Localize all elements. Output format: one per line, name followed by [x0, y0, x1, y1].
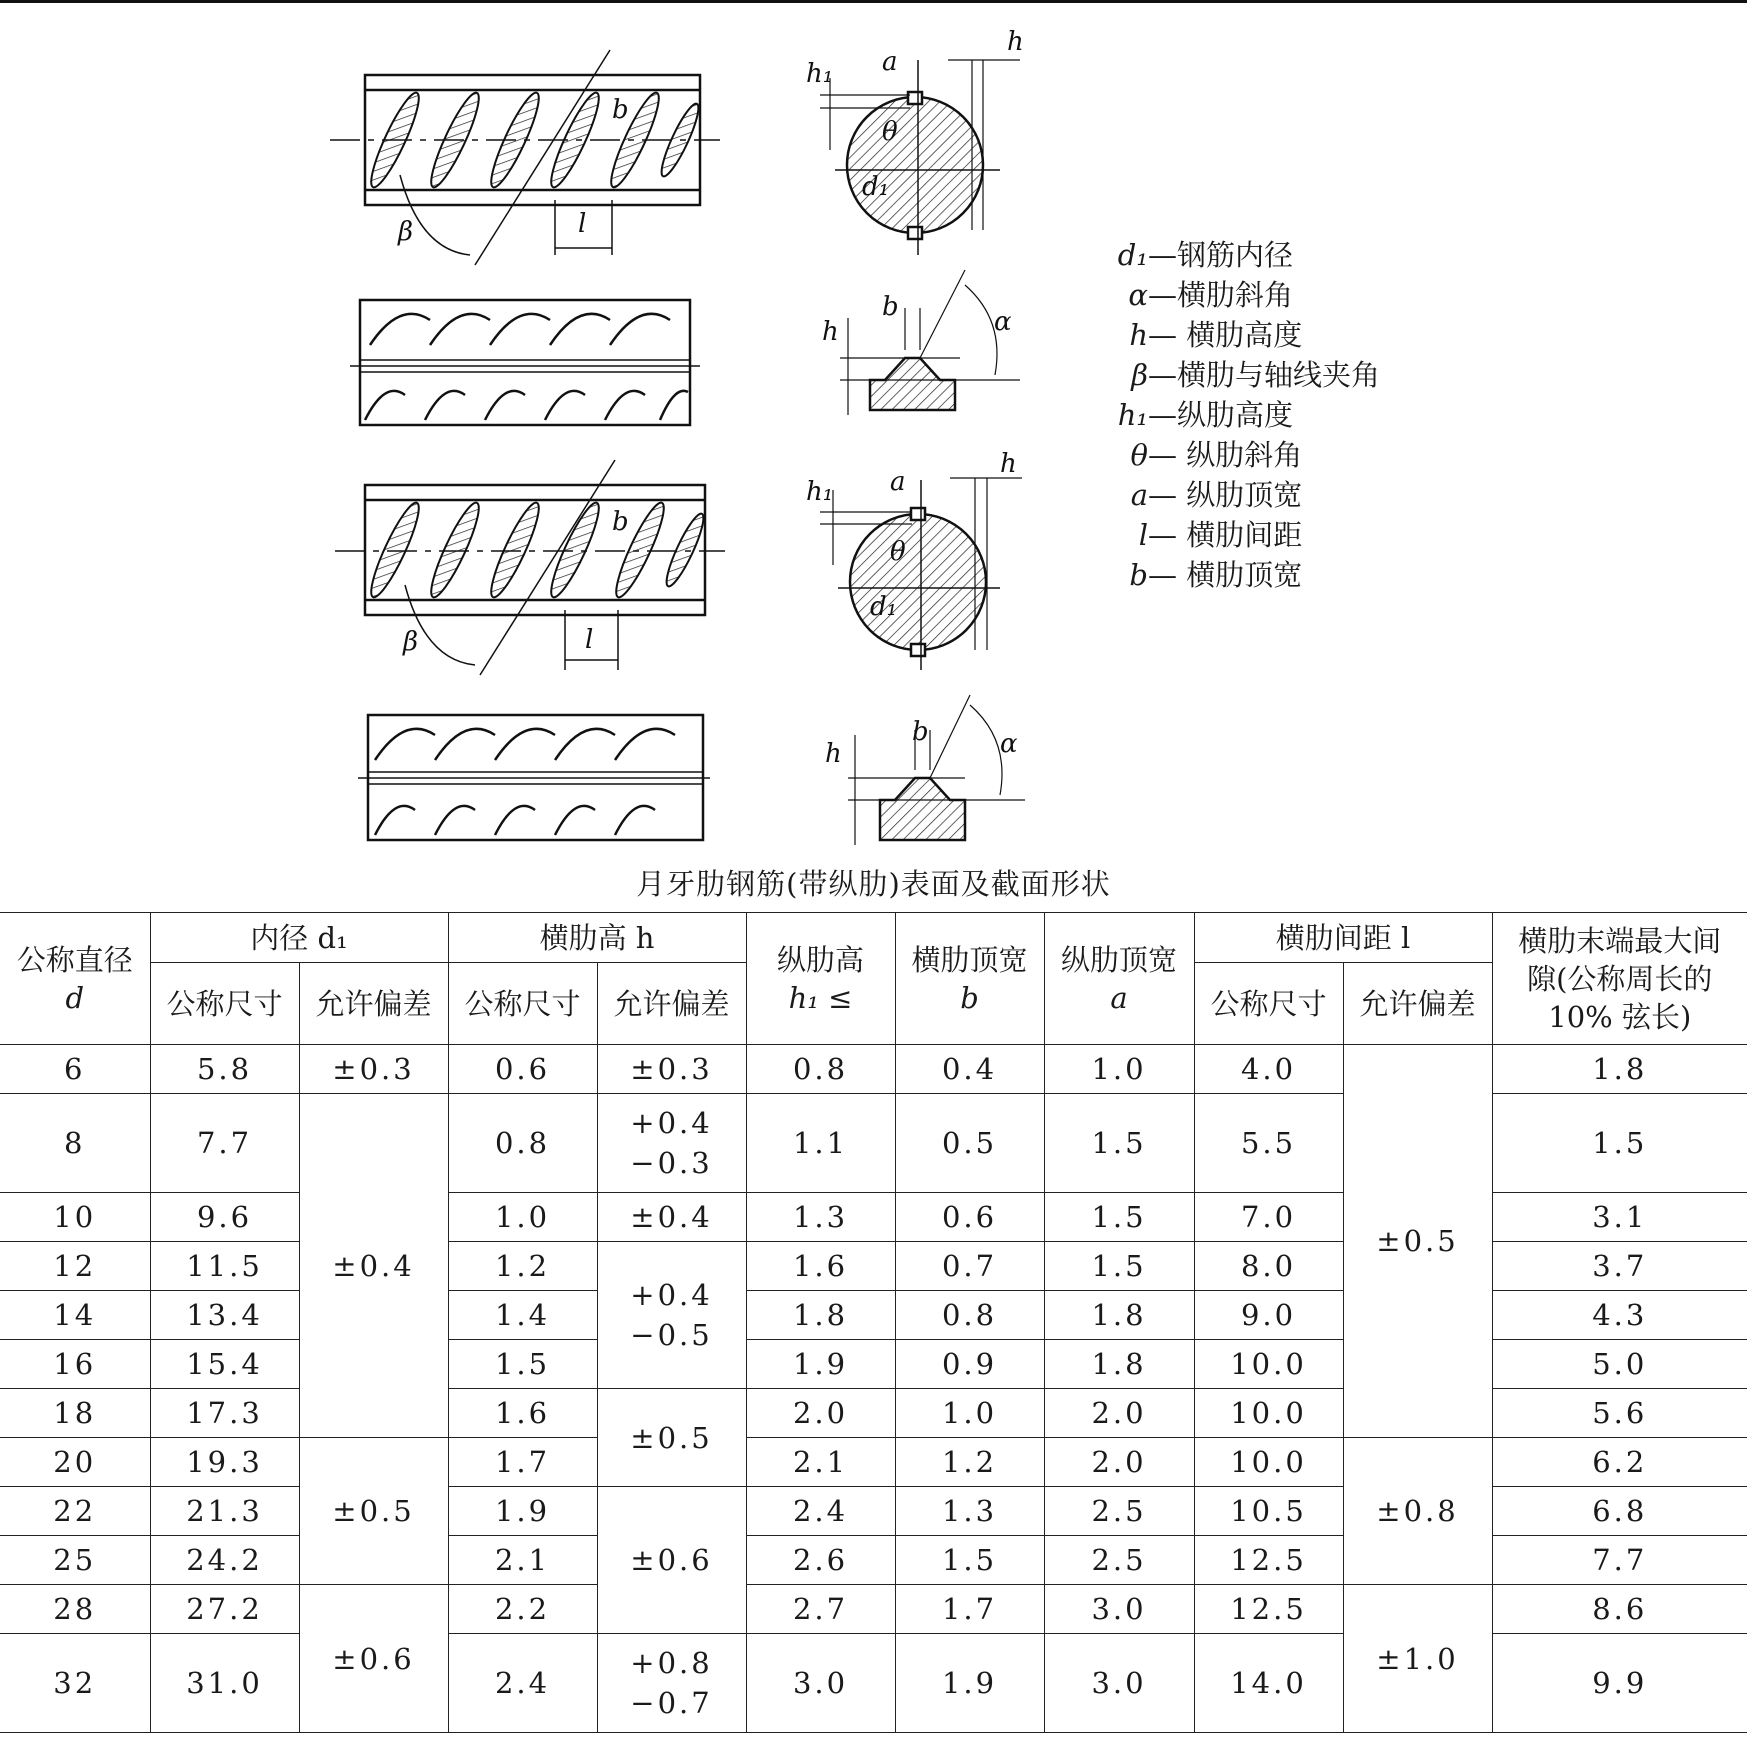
cell-h: 1.2 [448, 1242, 597, 1291]
legend-text: —横肋与轴线夹角 [1148, 358, 1381, 392]
legend-text: —钢筋内径 [1148, 238, 1294, 272]
cell-l-tolerance: ±0.8 [1343, 1438, 1492, 1585]
rebar-drawings [0, 0, 1080, 860]
cell-d1: 27.2 [150, 1585, 299, 1634]
cell-h1: 0.8 [746, 1045, 895, 1094]
cell-a: 1.8 [1044, 1291, 1194, 1340]
cell-d1: 21.3 [150, 1487, 299, 1536]
cell-a: 1.5 [1044, 1242, 1194, 1291]
cell-h1: 1.6 [746, 1242, 895, 1291]
cell-d1: 11.5 [150, 1242, 299, 1291]
cell-d: 10 [0, 1193, 150, 1242]
cell-d1: 24.2 [150, 1536, 299, 1585]
label-beta-1: β [398, 217, 414, 247]
cell-h1: 1.9 [746, 1340, 895, 1389]
cell-gap: 5.6 [1492, 1389, 1747, 1438]
cell-gap: 1.8 [1492, 1045, 1747, 1094]
label-alpha-2: α [1000, 729, 1018, 759]
cell-d: 28 [0, 1585, 150, 1634]
cell-d1: 9.6 [150, 1193, 299, 1242]
cell-b: 1.0 [895, 1389, 1044, 1438]
cell-h: 2.1 [448, 1536, 597, 1585]
cell-text: 纵肋高 [777, 942, 865, 977]
cell-gap: 3.1 [1492, 1193, 1747, 1242]
cell-d: 8 [0, 1094, 150, 1193]
cell-d1: 31.0 [150, 1634, 299, 1733]
legend-symbol: h₁ [1117, 398, 1148, 432]
cell-a: 3.0 [1044, 1585, 1194, 1634]
rib-profile-1 [840, 270, 1020, 415]
cell-text: +0.4 [630, 1106, 713, 1140]
cell-d: 20 [0, 1438, 150, 1487]
cell-l: 12.5 [1194, 1536, 1343, 1585]
rebar-figure [0, 0, 1747, 870]
cell-b: 0.6 [895, 1193, 1044, 1242]
legend-item [1090, 355, 1380, 395]
cell-h-tolerance: ±0.5 [597, 1389, 746, 1487]
label-theta-1: θ [882, 117, 898, 147]
cell-gap: 5.0 [1492, 1340, 1747, 1389]
cell-a: 1.5 [1044, 1193, 1194, 1242]
legend-symbol: d₁ [1117, 238, 1148, 272]
cell-d: 12 [0, 1242, 150, 1291]
bar-render-view-1 [350, 300, 700, 425]
cell-d: 14 [0, 1291, 150, 1340]
legend-item [1090, 555, 1380, 595]
cell-b: 0.7 [895, 1242, 1044, 1291]
label-alpha-1: α [994, 307, 1012, 337]
header-long-rib-top-width [1044, 913, 1194, 1045]
bar-render-view-2 [358, 715, 710, 840]
cell-a: 3.0 [1044, 1634, 1194, 1733]
label-b-4: b [912, 717, 929, 747]
label-h1-2: h₁ [806, 477, 834, 507]
cell-d1: 19.3 [150, 1438, 299, 1487]
label-h-3: h [1000, 449, 1017, 479]
cell-text: h₁ ≤ [788, 980, 853, 1015]
cell-b: 0.4 [895, 1045, 1044, 1094]
header-nominal-diameter [0, 913, 150, 1045]
cell-d: 16 [0, 1340, 150, 1389]
cell-d1-tolerance: ±0.3 [299, 1045, 448, 1094]
cell-b: 0.5 [895, 1094, 1044, 1193]
cell-gap: 6.2 [1492, 1438, 1747, 1487]
cell-text: +0.4 [630, 1278, 713, 1312]
cell-d1-tolerance: ±0.4 [299, 1094, 448, 1438]
cell-a: 2.0 [1044, 1438, 1194, 1487]
header-h-nominal: 公称尺寸 [448, 963, 597, 1045]
cell-h1: 2.4 [746, 1487, 895, 1536]
header-h-tolerance: 允许偏差 [597, 963, 746, 1045]
cell-l: 14.0 [1194, 1634, 1343, 1733]
header-l-tolerance: 允许偏差 [1343, 963, 1492, 1045]
cell-h1: 2.6 [746, 1536, 895, 1585]
header-cross-rib-spacing: 横肋间距 l [1194, 913, 1492, 963]
legend-symbol: a [1130, 478, 1148, 512]
legend-item [1090, 475, 1380, 515]
label-l-2: l [585, 625, 594, 655]
header-max-gap: 横肋末端最大间隙(公称周长的 10% 弦长) [1492, 913, 1747, 1045]
header-l-nominal: 公称尺寸 [1194, 963, 1343, 1045]
table-row [0, 1585, 1747, 1634]
cell-h-tolerance: ±0.3 [597, 1045, 746, 1094]
label-d1-1: d₁ [862, 172, 890, 202]
cell-text: d [65, 980, 85, 1015]
legend-item [1090, 235, 1380, 275]
cell-l: 12.5 [1194, 1585, 1343, 1634]
cell-b: 0.8 [895, 1291, 1044, 1340]
legend-symbol: l [1138, 518, 1148, 552]
cell-text: +0.8 [630, 1646, 713, 1680]
legend-text: — 横肋顶宽 [1148, 558, 1303, 592]
cell-b: 1.9 [895, 1634, 1044, 1733]
cell-a: 1.0 [1044, 1045, 1194, 1094]
cell-h1: 1.1 [746, 1094, 895, 1193]
cell-a: 2.5 [1044, 1487, 1194, 1536]
cell-text: 纵肋顶宽 [1061, 942, 1178, 977]
table-row [0, 1045, 1747, 1094]
cell-h: 0.8 [448, 1094, 597, 1193]
cell-text: 公称直径 [16, 942, 133, 977]
cell-l: 8.0 [1194, 1242, 1343, 1291]
cell-text: −0.3 [630, 1146, 713, 1180]
header-d1-tolerance: 允许偏差 [299, 963, 448, 1045]
legend-item [1090, 515, 1380, 555]
header-d1-nominal: 公称尺寸 [150, 963, 299, 1045]
header-long-rib-height [746, 913, 895, 1045]
cell-text: 横肋顶宽 [911, 942, 1028, 977]
label-h-4: h [825, 739, 842, 769]
cell-l: 4.0 [1194, 1045, 1343, 1094]
cell-d1: 15.4 [150, 1340, 299, 1389]
legend-symbol: β [1131, 358, 1148, 392]
legend-item [1090, 395, 1380, 435]
cell-b: 1.3 [895, 1487, 1044, 1536]
cell-a: 2.5 [1044, 1536, 1194, 1585]
label-l-1: l [578, 209, 587, 239]
legend-text: — 纵肋斜角 [1148, 438, 1303, 472]
label-b-1: b [612, 95, 629, 125]
cell-gap: 1.5 [1492, 1094, 1747, 1193]
header-cross-rib-top-width [895, 913, 1044, 1045]
cell-h-tolerance: ±0.6 [597, 1487, 746, 1634]
cell-h: 1.4 [448, 1291, 597, 1340]
legend-item [1090, 275, 1380, 315]
legend-item [1090, 435, 1380, 475]
rib-profile-2 [848, 695, 1025, 845]
cell-gap: 4.3 [1492, 1291, 1747, 1340]
cell-gap: 6.8 [1492, 1487, 1747, 1536]
cell-d: 22 [0, 1487, 150, 1536]
cell-text: −0.7 [630, 1686, 713, 1720]
cell-l: 10.0 [1194, 1438, 1343, 1487]
label-h1-1: h₁ [806, 59, 834, 89]
cell-d: 6 [0, 1045, 150, 1094]
cell-h1: 2.7 [746, 1585, 895, 1634]
legend-item [1090, 315, 1380, 355]
cell-h: 1.5 [448, 1340, 597, 1389]
cell-h1: 2.0 [746, 1389, 895, 1438]
cell-l-tolerance: ±0.5 [1343, 1045, 1492, 1438]
cell-l: 5.5 [1194, 1094, 1343, 1193]
cell-h: 1.0 [448, 1193, 597, 1242]
cell-h: 1.6 [448, 1389, 597, 1438]
cell-l: 10.0 [1194, 1340, 1343, 1389]
cell-text: −0.5 [630, 1318, 713, 1352]
cell-h-tolerance [597, 1094, 746, 1193]
cell-h-tolerance: ±0.4 [597, 1193, 746, 1242]
cell-d1-tolerance: ±0.6 [299, 1585, 448, 1733]
cell-h1: 2.1 [746, 1438, 895, 1487]
label-b-3: b [612, 507, 629, 537]
bar-side-view-2 [335, 460, 725, 675]
legend-text: —纵肋高度 [1148, 398, 1294, 432]
label-theta-2: θ [890, 537, 906, 567]
label-a-2: a [890, 467, 906, 497]
legend-symbol: b [1129, 558, 1148, 592]
cross-section-2 [820, 478, 1022, 670]
label-h-2: h [822, 317, 839, 347]
cell-h: 1.9 [448, 1487, 597, 1536]
cell-b: 0.9 [895, 1340, 1044, 1389]
cell-gap: 3.7 [1492, 1242, 1747, 1291]
cell-b: 1.2 [895, 1438, 1044, 1487]
cell-d1: 13.4 [150, 1291, 299, 1340]
cell-a: 1.8 [1044, 1340, 1194, 1389]
symbol-legend [1090, 235, 1380, 595]
header-cross-rib-height: 横肋高 h [448, 913, 746, 963]
table-row [0, 1438, 1747, 1487]
cell-l-tolerance: ±1.0 [1343, 1585, 1492, 1733]
cell-h-tolerance [597, 1634, 746, 1733]
figure-caption: 月牙肋钢筋(带纵肋)表面及截面形状 [636, 867, 1111, 901]
cell-h-tolerance [597, 1242, 746, 1389]
cell-d: 25 [0, 1536, 150, 1585]
cell-gap: 9.9 [1492, 1634, 1747, 1733]
label-beta-2: β [403, 627, 419, 657]
cross-section-1 [820, 60, 1020, 255]
legend-symbol: α [1128, 278, 1148, 312]
bar-side-view-1 [330, 50, 720, 265]
legend-symbol: θ [1130, 438, 1148, 472]
cell-h: 2.2 [448, 1585, 597, 1634]
cell-h: 1.7 [448, 1438, 597, 1487]
legend-text: — 纵肋顶宽 [1148, 478, 1303, 512]
legend-text: — 横肋高度 [1148, 318, 1303, 352]
cell-text: a [1110, 980, 1128, 1015]
cell-gap: 7.7 [1492, 1536, 1747, 1585]
cell-b: 1.5 [895, 1536, 1044, 1585]
cell-d1: 7.7 [150, 1094, 299, 1193]
cell-h1: 1.3 [746, 1193, 895, 1242]
cell-d1: 5.8 [150, 1045, 299, 1094]
cell-text: b [960, 980, 979, 1015]
label-d1-2: d₁ [870, 592, 898, 622]
cell-l: 9.0 [1194, 1291, 1343, 1340]
cell-a: 1.5 [1044, 1094, 1194, 1193]
cell-h: 2.4 [448, 1634, 597, 1733]
rebar-dimension-table [0, 912, 1747, 1733]
cell-h1: 3.0 [746, 1634, 895, 1733]
cell-l: 7.0 [1194, 1193, 1343, 1242]
cell-a: 2.0 [1044, 1389, 1194, 1438]
header-inner-diameter: 内径 d₁ [150, 913, 448, 963]
cell-l: 10.5 [1194, 1487, 1343, 1536]
cell-gap: 8.6 [1492, 1585, 1747, 1634]
cell-d1-tolerance: ±0.5 [299, 1438, 448, 1585]
cell-d: 32 [0, 1634, 150, 1733]
cell-h1: 1.8 [746, 1291, 895, 1340]
legend-text: — 横肋间距 [1148, 518, 1303, 552]
label-h-1: h [1007, 27, 1024, 57]
cell-b: 1.7 [895, 1585, 1044, 1634]
legend-text: —横肋斜角 [1148, 278, 1294, 312]
cell-h: 0.6 [448, 1045, 597, 1094]
label-b-2: b [882, 292, 899, 322]
label-a-1: a [882, 47, 898, 77]
cell-l: 10.0 [1194, 1389, 1343, 1438]
cell-d: 18 [0, 1389, 150, 1438]
cell-d1: 17.3 [150, 1389, 299, 1438]
legend-symbol: h [1129, 318, 1148, 352]
